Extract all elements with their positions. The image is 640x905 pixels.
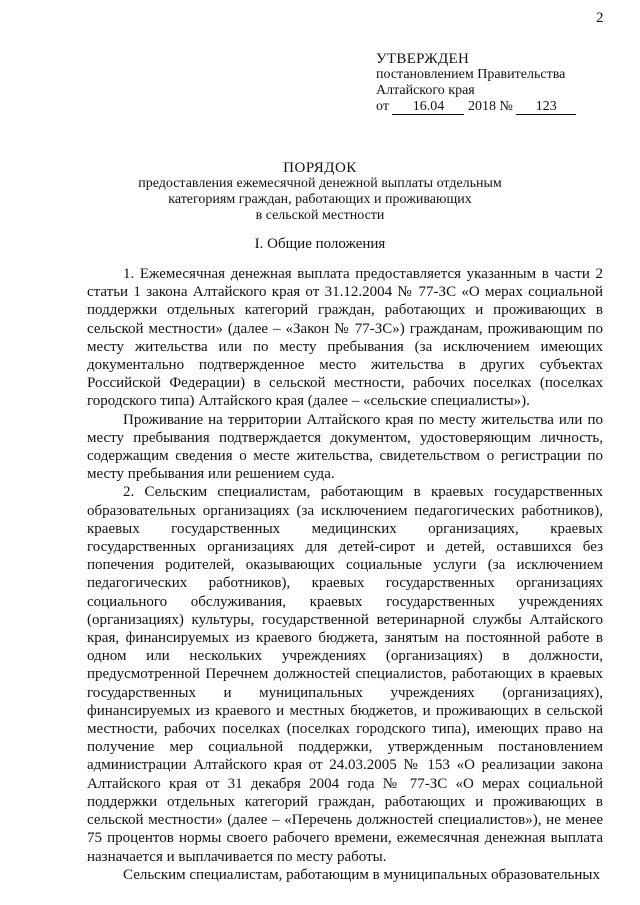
approval-stamp <box>376 51 576 115</box>
document-title-block <box>0 160 640 224</box>
document-subtitle-line-2: категориям граждан, работающих и проживающих <box>168 192 472 207</box>
approval-line-1: постановлением Правительства <box>376 67 566 82</box>
document-title: ПОРЯДОК <box>283 160 357 176</box>
paragraph: 2. Сельским специалистам, работающим в краевых государственных образовательных организациях (за исключением педагогических работников), краевых государственных медицинских организациях, краевых государственных организациях для детей-сирот и детей, оставшихся без попечения родителей, оказывающих социальные услуги (за исключением педагогических работников), краевых государственных организациях социального обслуживания, краевых государственных учреждениях (организациях) культуры, государственной ветеринарной службы Алтайского края, финансируемых из краевого бюджета, занятым на постоянной работе в одном или нескольких учреждениях (организациях) в должности, предусмотренной Перечнем должностей специалистов, работающих в краевых государственных и муниципальных учреждениях (организациях), финансируемых из краевого и местных бюджетов, и проживающих в сельской местности, рабочих поселках (поселках городского типа), имеющих право на получение мер социальной поддержки, утвержденным постановлением администрации Алтайского края от 24.03.2005 № 153 «О реализации закона Алтайского края от 31 декабря 2004 года № 77-ЗС «О мерах социальной поддержки отдельных категорий граждан, работающих и проживающих в сельской местности» (далее – «Перечень должностей специалистов»), не менее 75 процентов нормы своего рабочего времени, ежемесячная денежная выплата назначается и выплачивается по месту работы. <box>87 484 603 865</box>
approval-year: 2018 № <box>467 99 513 114</box>
approval-date-prefix: от <box>376 99 389 114</box>
approval-line-2: Алтайского края <box>376 83 475 98</box>
approval-date-value: 16.04 <box>392 100 464 115</box>
paragraph: Сельским специалистам, работающим в муниципальных образовательных <box>123 866 601 883</box>
paragraph: 1. Ежемесячная денежная выплата предоставляется указанным в части 2 статьи 1 закона Алтайского края от 31.12.2004 № 77-ЗС «О мерах социальной поддержки отдельных категорий граждан, работающих и проживающих в сельской местности» (далее – «Закон № 77-ЗС») гражданам, проживающим по месту жительства или по месту пребывания (за исключением имеющих документально подтвержденное место жительства в других субъектах Российской Федерации) в сельской местности, рабочих поселках (поселках городского типа) Алтайского края (далее – «сельские специалисты»). <box>87 266 603 410</box>
document-subtitle-line-1: предоставления ежемесячной денежной выплаты отдельным <box>138 176 502 191</box>
approval-number: 123 <box>516 100 576 115</box>
document-body <box>87 265 603 884</box>
section-title: I. Общие положения <box>254 236 386 252</box>
approval-date-line <box>376 99 576 115</box>
document-subtitle-line-3: в сельской местности <box>255 208 385 223</box>
paragraph: Проживание на территории Алтайского края по месту жительства или по месту пребывания подтверждается документом, удостоверяющим личность, содержащим сведения о месте жительства, свидетельством о регистрации по месту пребывания или решением суда. <box>87 411 603 483</box>
page-number: 2 <box>596 10 604 26</box>
approval-heading: УТВЕРЖДЕН <box>376 51 470 67</box>
